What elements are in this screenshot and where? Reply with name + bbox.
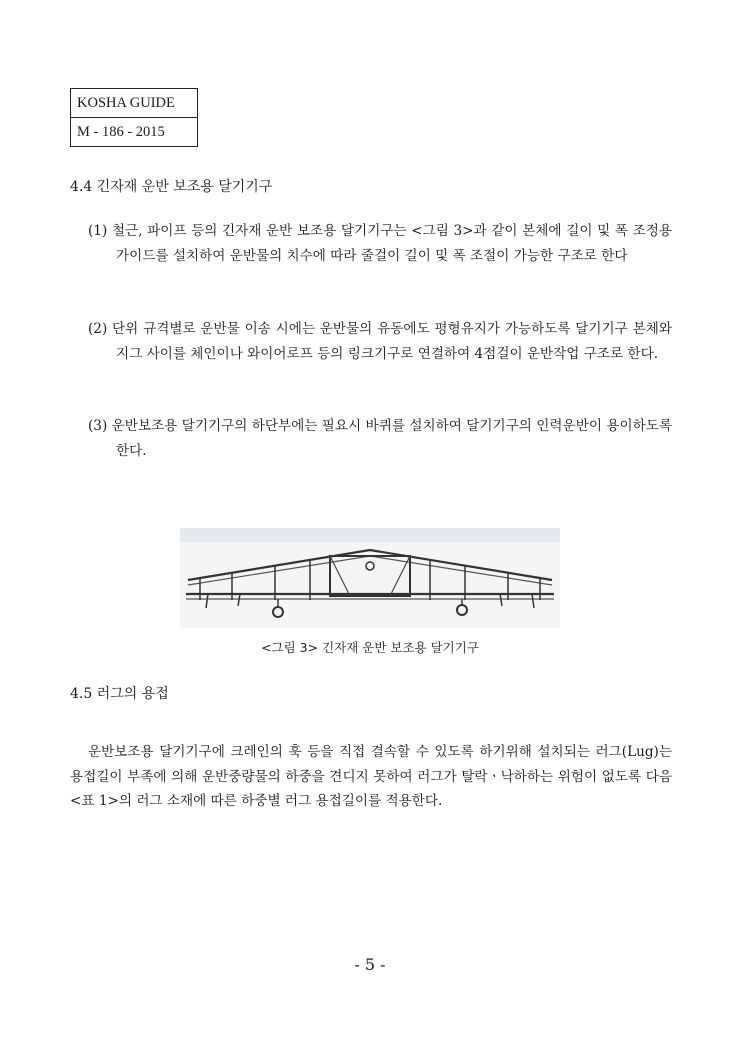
page-number: - 5 - [354,955,386,974]
figure-caption: <그림 3> 긴자재 운반 보조용 달기기구 [261,640,479,655]
document-code-box [70,88,198,147]
guide-number: M - 186 - 2015 [77,124,165,140]
list-item-1: (1) 철근, 파이프 등의 긴자재 운반 보조용 달기기구는 <그림 3>과 같이 본체에 길이 및 폭 조정용 가이드를 설치하여 운반물의 치수에 따라 줄걸이 길이 및 폭 조절이 가능한 구조로 한다 [88,223,672,264]
section-4-5-heading: 4.5 러그의 용접 [70,686,169,702]
section-4-4-heading: 4.4 긴자재 운반 보조용 달기기구 [70,179,273,195]
section-4-5-body: 운반보조용 달기기구에 크레인의 훅 등을 직접 결속할 수 있도록 하기위해 설치되는 러그(Lug)는 용접길이 부족에 의해 운반중량물의 하중을 견디지 못하여 러그가 탈락ㆍ낙하하는 위험이 없도록 다음 <표 1>의 러그 소재에 따른 하중별 러그 용접길이를 적용한다. [70,744,672,809]
figure-3-lifting-jig-image [180,528,560,628]
guide-name: KOSHA GUIDE [71,89,197,118]
list-item-3: (3) 운반보조용 달기기구의 하단부에는 필요시 바퀴를 설치하여 달기기구의 인력운반이 용이하도록 한다. [88,418,672,459]
list-item-2: (2) 단위 규격별로 운반물 이송 시에는 운반물의 유동에도 평형유지가 가능하도록 달기기구 본체와 지그 사이를 체인이나 와이어로프 등의 링크기구로 연결하여 4점걸이 운반작업 구조로 한다. [88,321,672,362]
